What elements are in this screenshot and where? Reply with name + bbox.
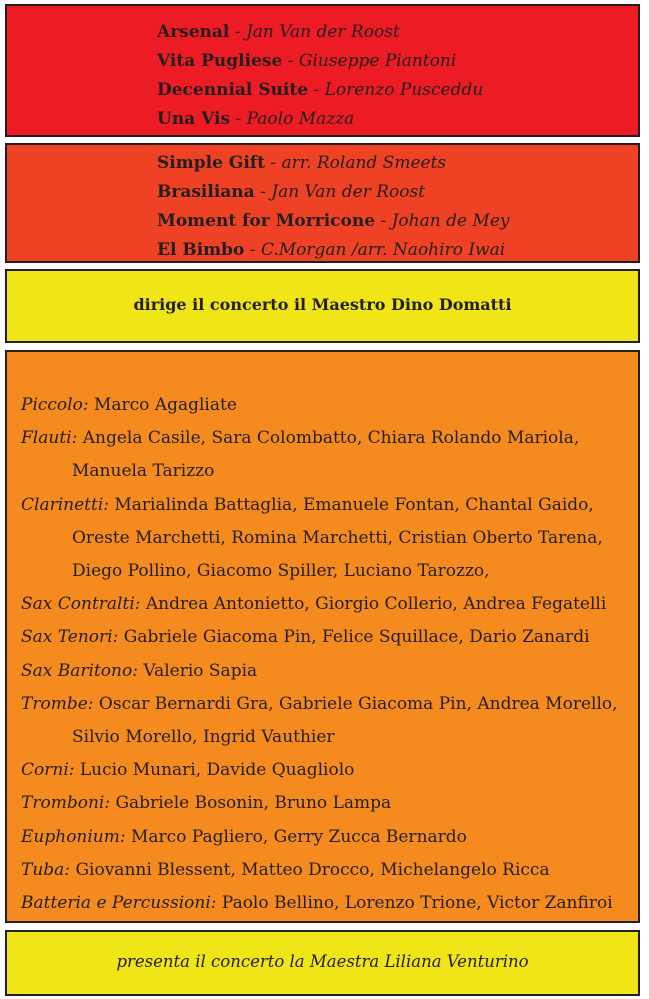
player-names: Gabriele Giacoma Pin, Felice Squillace, Dario Zanardi (123, 627, 590, 648)
instrument-label: Piccolo: (21, 395, 89, 415)
roster-entry-sax-contralti (21, 588, 618, 621)
instrument-label: Tuba: (21, 859, 71, 880)
roster-list (21, 389, 618, 920)
player-names: Gabriele Bosonin, Bruno Lampa (115, 793, 392, 814)
roster-entry-sax-tenori (21, 621, 618, 654)
piece-author: Johan de Mey (391, 211, 510, 231)
program-item (157, 178, 509, 207)
roster-entry-piccolo (21, 389, 618, 422)
player-names: Giovanni Blessent, Matteo Drocco, Michelangelo Ricca (75, 859, 550, 880)
player-names: Marco Pagliero, Gerry Zucca Bernardo (131, 826, 467, 847)
piece-title: El Bimbo (157, 240, 245, 260)
instrument-label: Flauti: (21, 428, 78, 449)
piece-author: Giuseppe Piantoni (298, 51, 457, 71)
roster-entry-tromboni (21, 787, 618, 820)
instrument-label: Batteria e Percussioni: (21, 893, 217, 914)
piece-author: Lorenzo Pusceddu (324, 80, 484, 100)
piece-author: Jan Van der Roost (271, 182, 426, 202)
roster-entry-trombe (21, 688, 618, 754)
player-names-cont: Silvio Morello, Ingrid Vauthier (72, 727, 335, 748)
program-list-2 (157, 149, 509, 265)
roster-entry-clarinetti (21, 489, 618, 589)
piece-title: Moment for Morricone (157, 211, 376, 231)
director-box (5, 269, 640, 343)
presenter-line: presenta il concerto la Maestra Liliana Venturino (116, 952, 529, 971)
piece-title: Arsenal (157, 22, 230, 42)
player-names-cont: Oreste Marchetti, Romina Marchetti, Cristian Oberto Tarena, (72, 527, 603, 548)
instrument-label: Clarinetti: (21, 494, 109, 515)
program-item (157, 236, 509, 265)
roster-entry-tuba (21, 854, 618, 887)
piece-author: Paolo Mazza (246, 109, 355, 129)
player-names-cont: Diego Pollino, Giacomo Spiller, Luciano Tarozzo, (72, 561, 490, 582)
piece-title: Brasiliana (157, 182, 255, 202)
player-names-cont: Manuela Tarizzo (72, 461, 215, 482)
presenter-box (5, 930, 640, 996)
separator: - (229, 22, 246, 42)
program-item (157, 149, 509, 178)
program-item (157, 76, 483, 105)
player-names: Angela Casile, Sara Colombatto, Chiara Rolando Mariola, (82, 428, 580, 449)
roster-entry-batteria (21, 887, 618, 920)
separator: - (264, 153, 282, 173)
piece-title: Decennial Suite (157, 80, 309, 100)
instrument-label: Trombe: (21, 693, 94, 714)
separator: - (230, 109, 247, 129)
program-box-2 (5, 143, 640, 263)
program-item (157, 47, 483, 76)
piece-author: Jan Van der Roost (245, 22, 400, 42)
player-names: Marialinda Battaglia, Emanuele Fontan, Chantal Gaido, (114, 494, 594, 515)
instrument-label: Tromboni: (21, 793, 111, 814)
separator: - (308, 80, 325, 100)
program-item (157, 207, 509, 236)
player-names: Andrea Antonietto, Giorgio Collerio, Andrea Fegatelli (145, 594, 607, 615)
program-box-1 (5, 4, 640, 137)
roster-entry-flauti (21, 422, 618, 488)
instrument-label: Sax Contralti: (21, 594, 141, 615)
separator: - (244, 240, 261, 260)
instrument-label: Euphonium: (21, 826, 126, 847)
piece-author: C.Morgan /arr. Naohiro Iwai (260, 240, 506, 260)
instrument-label: Sax Tenori: (21, 627, 119, 648)
piece-author: arr. Roland Smeets (281, 153, 447, 173)
piece-title: Simple Gift (157, 153, 265, 173)
piece-title: Una Vis (157, 109, 231, 129)
roster-box (5, 350, 640, 923)
instrument-label: Sax Baritono: (21, 660, 138, 681)
player-names: Paolo Bellino, Lorenzo Trione, Victor Zanfiroi (221, 893, 613, 914)
separator: - (282, 51, 299, 71)
roster-entry-sax-baritono (21, 655, 618, 688)
piece-title: Vita Pugliese (157, 51, 283, 71)
separator: - (375, 211, 392, 231)
roster-entry-euphonium (21, 821, 618, 854)
program-item (157, 105, 483, 134)
roster-entry-corni (21, 754, 618, 787)
player-names: Valerio Sapia (143, 660, 258, 681)
director-line: dirige il concerto il Maestro Dino Domatti (133, 295, 512, 314)
player-names: Marco Agagliate (93, 395, 237, 415)
player-names: Lucio Munari, Davide Quagliolo (79, 760, 355, 781)
separator: - (254, 182, 272, 202)
instrument-label: Corni: (21, 760, 75, 781)
program-list-1 (157, 18, 483, 134)
program-item (157, 18, 483, 47)
player-names: Oscar Bernardi Gra, Gabriele Giacoma Pin, Andrea Morello, (98, 693, 618, 714)
